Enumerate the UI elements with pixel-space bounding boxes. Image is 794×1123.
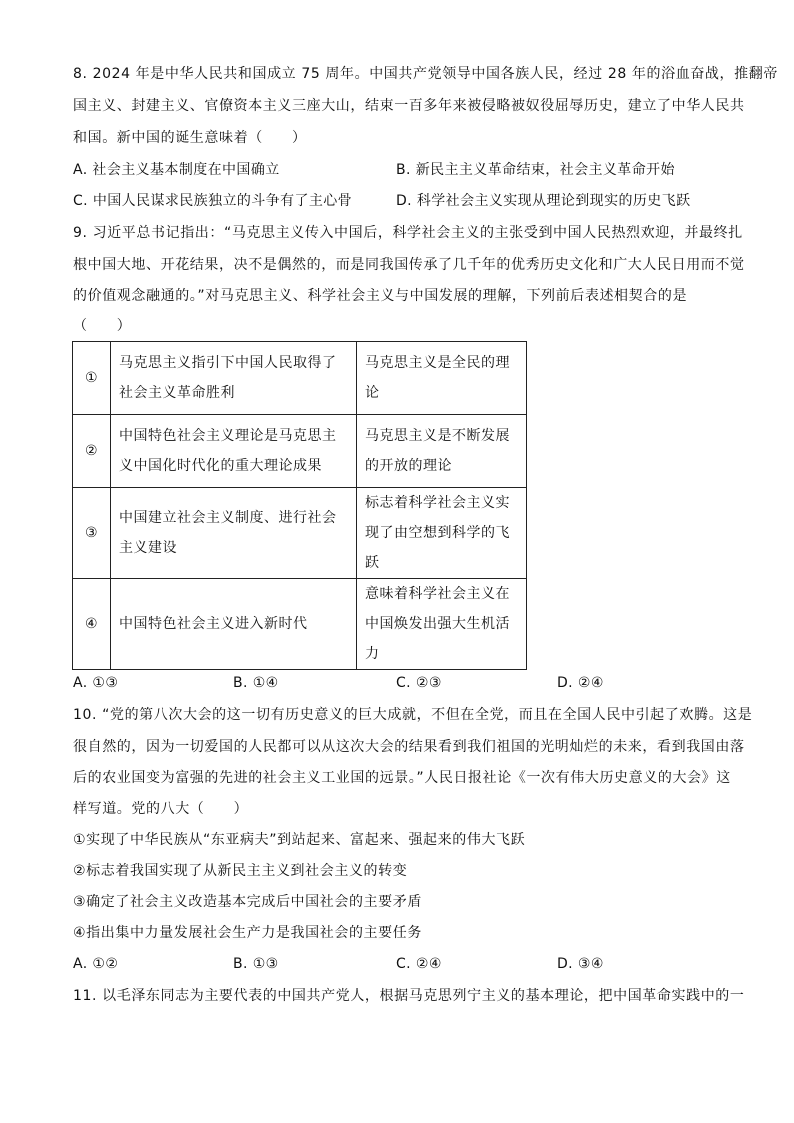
table-row	[73, 579, 527, 670]
q8-stem-line-2: 国主义、封建主义、官僚资本主义三座大山，结束一百多年来被侵略被奴役屈辱历史，建立了中华人民共	[73, 98, 745, 114]
right-statement: 马克思主义是全民的理论	[365, 355, 510, 401]
q8-option-a[interactable]: A. 社会主义基本制度在中国确立	[73, 162, 280, 178]
q9-option-a[interactable]: A. ①③	[73, 675, 119, 691]
q9-statement-table	[72, 341, 527, 670]
left-statement: 中国特色社会主义进入新时代	[119, 616, 308, 632]
q9-stem-line-3: 的价值观念融通的。”对马克思主义、科学社会主义与中国发展的理解，下列前后表述相契合的是	[73, 288, 688, 304]
row-number: ②	[73, 415, 111, 488]
row-number: ①	[73, 342, 111, 415]
row-number: ④	[73, 579, 111, 670]
table-row	[73, 488, 527, 579]
right-statement: 意味着科学社会主义在中国焕发出强大生机活力	[365, 586, 510, 662]
q10-option-a[interactable]: A. ①②	[73, 956, 119, 972]
q9-option-b[interactable]: B. ①④	[233, 675, 279, 691]
table-row	[73, 342, 527, 415]
q11-stem-line-1: 11. 以毛泽东同志为主要代表的中国共产党人，根据马克思列宁主义的基本理论，把中国革命实践中的一	[73, 988, 745, 1004]
q10-item-3: ③确定了社会主义改造基本完成后中国社会的主要矛盾	[73, 894, 422, 910]
q10-option-c[interactable]: C. ②④	[396, 956, 442, 972]
q10-item-4: ④指出集中力量发展社会生产力是我国社会的主要任务	[73, 925, 422, 941]
q10-item-2: ②标志着我国实现了从新民主主义到社会主义的转变	[73, 863, 408, 879]
q8-option-d[interactable]: D. 科学社会主义实现从理论到现实的历史飞跃	[396, 193, 691, 209]
table-row	[73, 415, 527, 488]
q8-option-c[interactable]: C. 中国人民谋求民族独立的斗争有了主心骨	[73, 193, 353, 209]
q10-item-1: ①实现了中华民族从“东亚病夫”到站起来、富起来、强起来的伟大飞跃	[73, 832, 526, 848]
q9-option-d[interactable]: D. ②④	[557, 675, 604, 691]
q8-stem-line-1: 8. 2024 年是中华人民共和国成立 75 周年。中国共产党领导中国各族人民，经过 28 年的浴血奋战，推翻帝	[73, 66, 778, 82]
q10-stem-line-4: 样写道。党的八大（ ）	[73, 801, 249, 817]
q9-stem-line-1: 9. 习近平总书记指出：“马克思主义传入中国后，科学社会主义的主张受到中国人民热烈欢迎，并最终扎	[73, 225, 743, 241]
q10-stem-line-3: 后的农业国变为富强的先进的社会主义工业国的远景。”人民日报社论《一次有伟大历史意义的大会》这	[73, 770, 731, 786]
q10-stem-line-2: 很自然的，因为一切爱国的人民都可以从这次大会的结果看到我们祖国的光明灿烂的未来，看到我国由落	[73, 739, 745, 755]
q10-option-b[interactable]: B. ①③	[233, 956, 279, 972]
right-statement: 标志着科学社会主义实现了由空想到科学的飞跃	[365, 495, 510, 571]
q10-stem-line-1: 10. “党的第八次大会的这一切有历史意义的巨大成就，不但在全党，而且在全国人民中引起了欢腾。这是	[73, 707, 753, 723]
row-number: ③	[73, 488, 111, 579]
right-statement: 马克思主义是不断发展的开放的理论	[365, 428, 510, 474]
q8-option-b[interactable]: B. 新民主主义革命结束，社会主义革命开始	[396, 162, 675, 178]
q9-option-c[interactable]: C. ②③	[396, 675, 442, 691]
q8-stem-line-3: 和国。新中国的诞生意味着（ ）	[73, 130, 307, 146]
left-statement: 中国特色社会主义理论是马克思主义中国化时代化的重大理论成果	[119, 428, 337, 474]
q10-option-d[interactable]: D. ③④	[557, 956, 604, 972]
q9-stem-line-2: 根中国大地、开花结果，决不是偶然的，而是同我国传承了几千年的优秀历史文化和广大人民日用而不觉	[73, 257, 745, 273]
q9-stem-line-4: （ ）	[73, 318, 132, 334]
left-statement: 马克思主义指引下中国人民取得了社会主义革命胜利	[119, 355, 337, 401]
left-statement: 中国建立社会主义制度、进行社会主义建设	[119, 510, 337, 556]
